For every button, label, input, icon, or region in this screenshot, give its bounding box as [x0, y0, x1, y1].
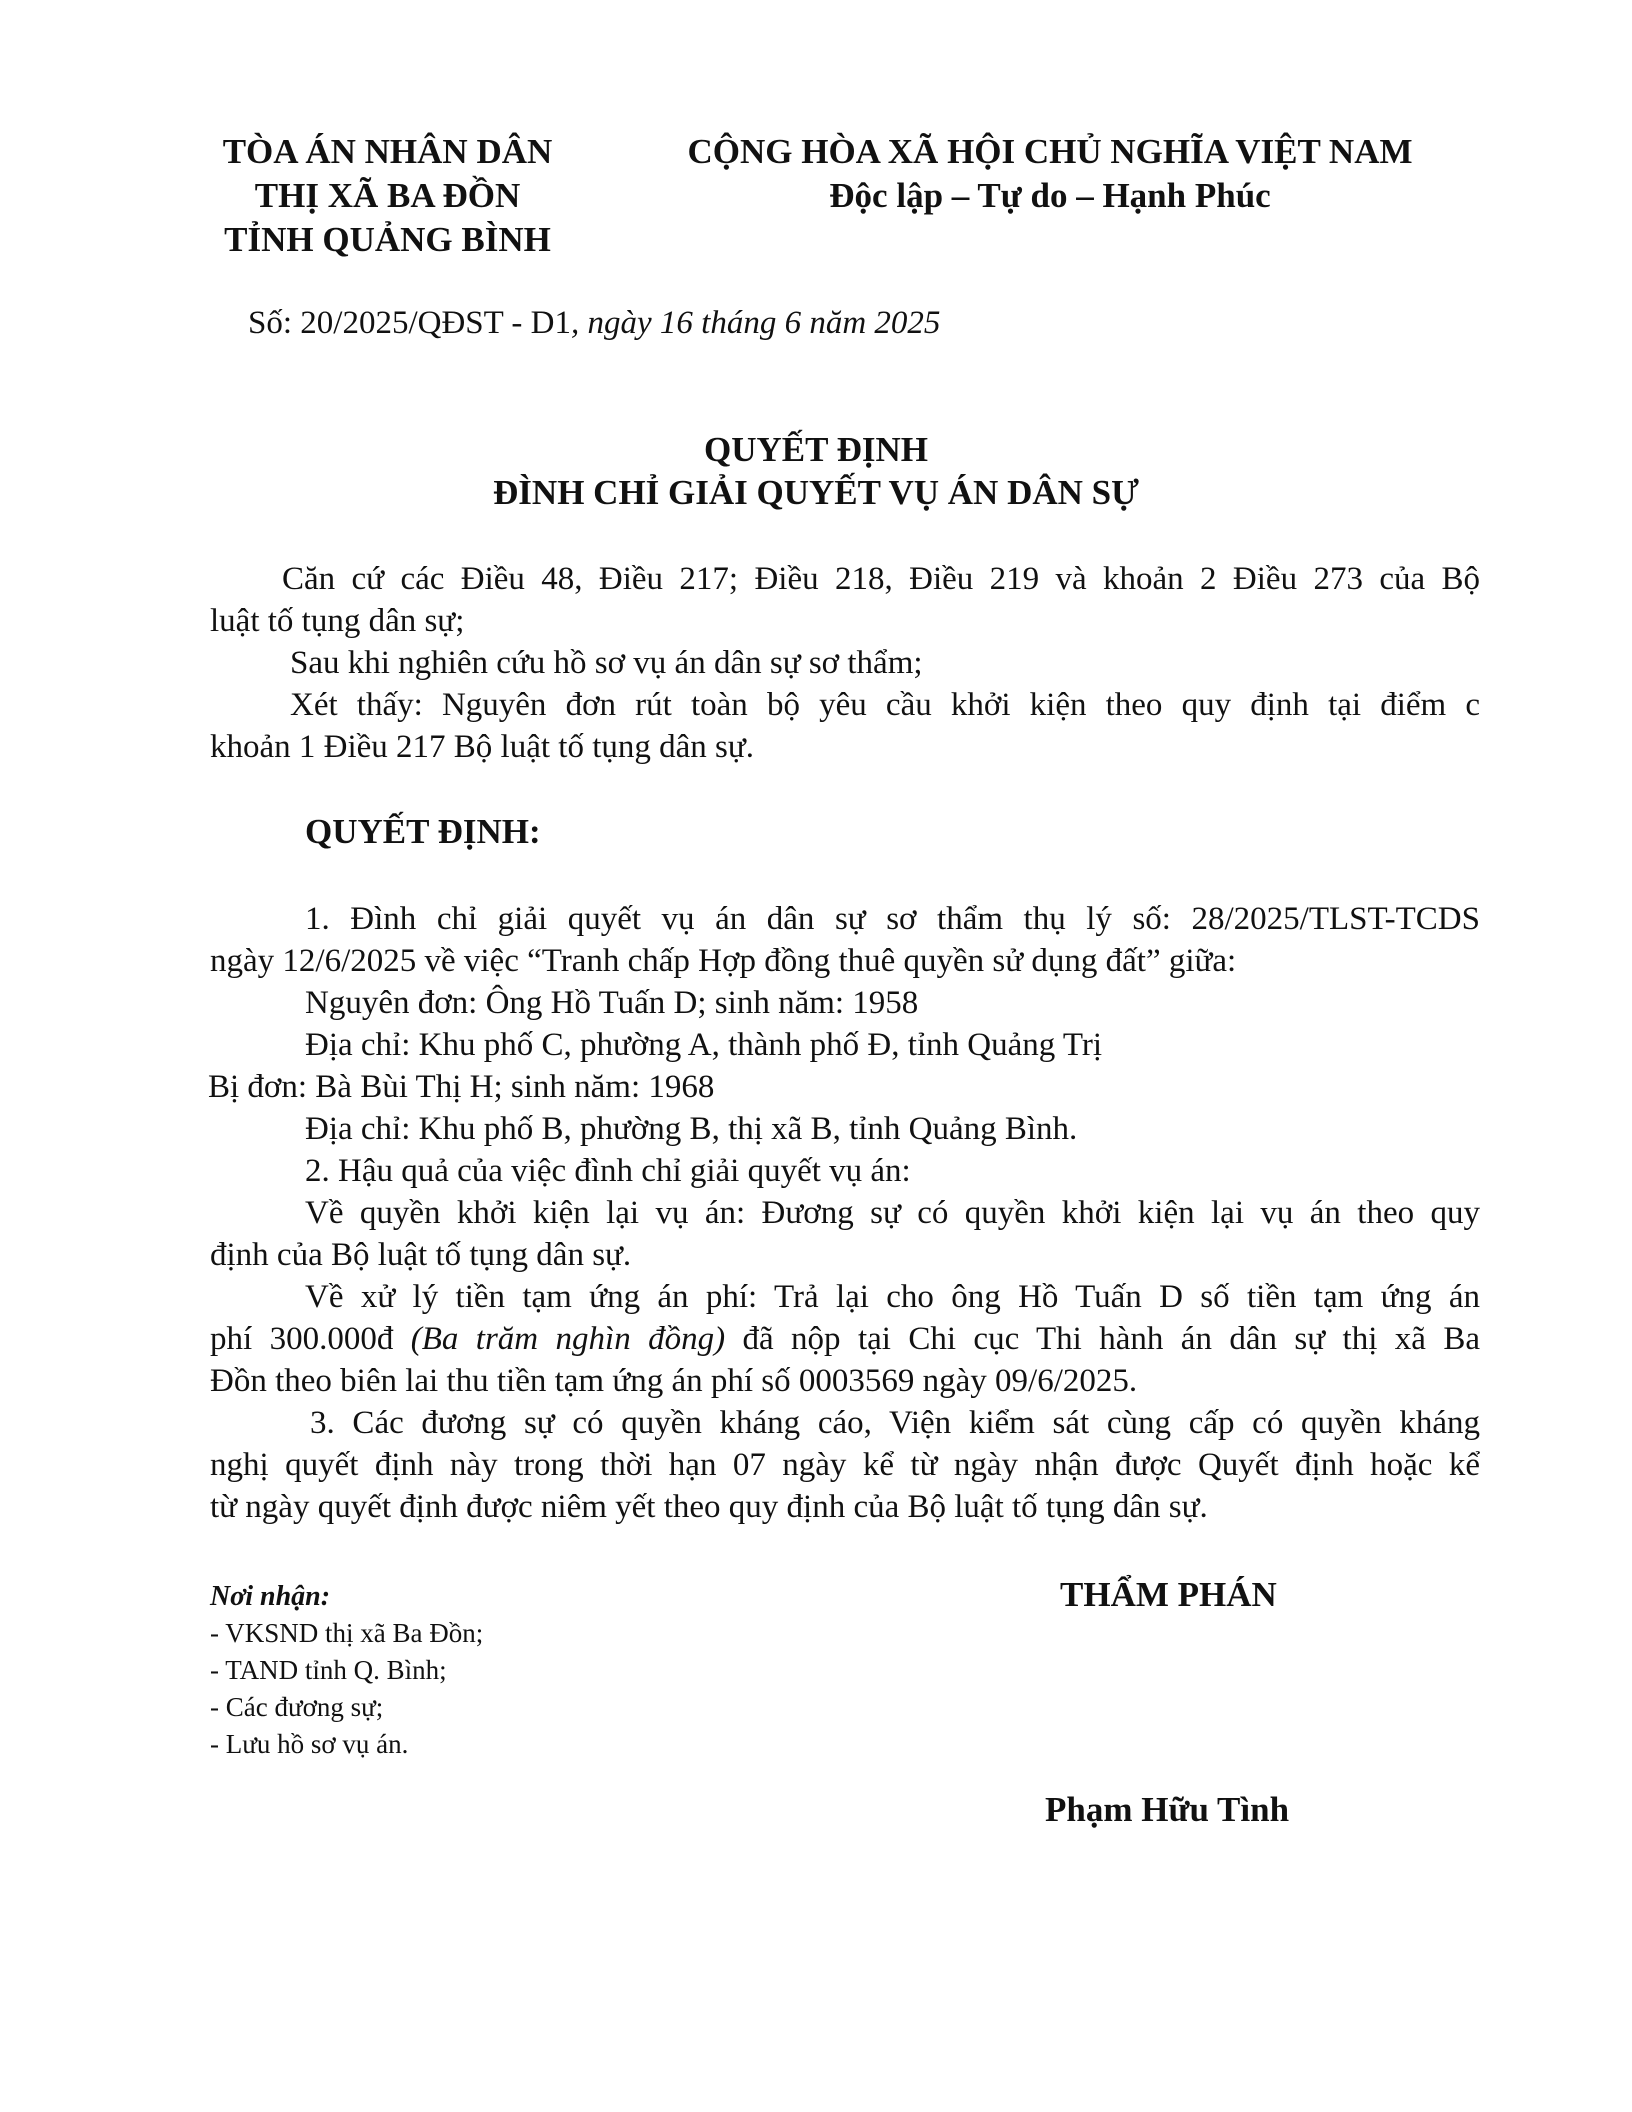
country-name: CỘNG HÒA XÃ HỘI CHỦ NGHĨA VIỆT NAM: [687, 132, 1413, 171]
item1-line-2: ngày 12/6/2025 về việc “Tranh chấp Hợp đồng thuê quyền sử dụng đất” giữa:: [210, 943, 1237, 979]
item2-b-line-3: Đồn theo biên lai thu tiền tạm ứng án phí số 0003569 ngày 09/6/2025.: [210, 1363, 1138, 1399]
title-line-1: QUYẾT ĐỊNH: [704, 430, 928, 469]
item2-a-line-1: Về quyền khởi kiện lại vụ án: Đương sự có quyền khởi kiện lại vụ án theo quy: [305, 1195, 1480, 1231]
legal-basis-line-1: Căn cứ các Điều 48, Điều 217; Điều 218, Điều 219 và khoản 2 Điều 273 của Bộ: [282, 561, 1480, 597]
item2-b-fee-words: (Ba trăm nghìn đồng): [410, 1321, 726, 1357]
judge-title: THẨM PHÁN: [1060, 1575, 1277, 1614]
judge-name: Phạm Hữu Tình: [1045, 1790, 1290, 1829]
item2-b-line-1: Về xử lý tiền tạm ứng án phí: Trả lại cho ông Hồ Tuấn D số tiền tạm ứng án: [305, 1279, 1480, 1315]
court-name-line-1: TÒA ÁN NHÂN DÂN: [222, 132, 553, 171]
preamble: [210, 558, 1480, 768]
defendant-address: Địa chỉ: Khu phố B, phường B, thị xã B, tỉnh Quảng Bình.: [305, 1111, 1078, 1147]
decision-body: [210, 898, 1480, 1528]
defendant-info: Bị đơn: Bà Bùi Thị H; sinh năm: 1968: [208, 1069, 715, 1105]
consideration-line-1: Xét thấy: Nguyên đơn rút toàn bộ yêu cầu khởi kiện theo quy định tại điểm c: [290, 687, 1480, 723]
item2-heading: 2. Hậu quả của việc đình chỉ giải quyết vụ án:: [305, 1153, 911, 1189]
document-number: Số: 20/2025/QĐST - D1: [248, 305, 572, 341]
recipient-item: - VKSND thị xã Ba Đồn;: [210, 1618, 484, 1648]
recipient-item: - Các đương sự;: [210, 1692, 384, 1722]
item2-b-paid-at: đã nộp tại Chi cục Thi hành án dân sự thị xã Ba: [725, 1321, 1480, 1357]
document-title: [0, 428, 1632, 514]
plaintiff-info: Nguyên đơn: Ông Hồ Tuấn D; sinh năm: 1958: [305, 985, 919, 1021]
item2-b-fee: phí 300.000đ: [210, 1321, 411, 1357]
recipients-block: [210, 1578, 483, 1763]
item2-b-line-2: [210, 1318, 1480, 1360]
national-motto-block: [650, 130, 1450, 218]
item3-line-2: nghị quyết định này trong thời hạn 07 ngày kể từ ngày nhận được Quyết định hoặc kể: [210, 1447, 1480, 1483]
plaintiff-address: Địa chỉ: Khu phố C, phường A, thành phố Đ, tỉnh Quảng Trị: [305, 1027, 1103, 1063]
review-statement: Sau khi nghiên cứu hồ sơ vụ án dân sự sơ thẩm;: [290, 645, 923, 681]
recipient-item: - TAND tỉnh Q. Bình;: [210, 1655, 447, 1685]
court-name-line-2: THỊ XÃ BA ĐỒN: [254, 176, 521, 215]
item2-a-line-2: định của Bộ luật tố tụng dân sự.: [210, 1237, 632, 1273]
title-line-2: ĐÌNH CHỈ GIẢI QUYẾT VỤ ÁN DÂN SỰ: [493, 473, 1139, 512]
recipients-label: Nơi nhận:: [210, 1581, 331, 1612]
consideration-line-2: khoản 1 Điều 217 Bộ luật tố tụng dân sự.: [210, 729, 755, 765]
document-number-line: [248, 305, 940, 342]
recipient-item: - Lưu hồ sơ vụ án.: [210, 1729, 409, 1759]
item1-line-1: 1. Đình chỉ giải quyết vụ án dân sự sơ thẩm thụ lý số: 28/2025/TLST-TCDS: [305, 901, 1480, 937]
item3-line-1: 3. Các đương sự có quyền kháng cáo, Viện kiểm sát cùng cấp có quyền kháng: [310, 1405, 1480, 1441]
document-date: , ngày 16 tháng 6 năm 2025: [571, 305, 941, 341]
decision-heading: QUYẾT ĐỊNH:: [305, 812, 541, 851]
national-motto: Độc lập – Tự do – Hạnh Phúc: [829, 176, 1271, 215]
court-name-line-3: TỈNH QUẢNG BÌNH: [224, 220, 551, 259]
legal-basis-line-2: luật tố tụng dân sự;: [210, 603, 465, 639]
court-name-block: [205, 130, 570, 262]
item3-line-3: từ ngày quyết định được niêm yết theo quy định của Bộ luật tố tụng dân sự.: [210, 1489, 1208, 1525]
